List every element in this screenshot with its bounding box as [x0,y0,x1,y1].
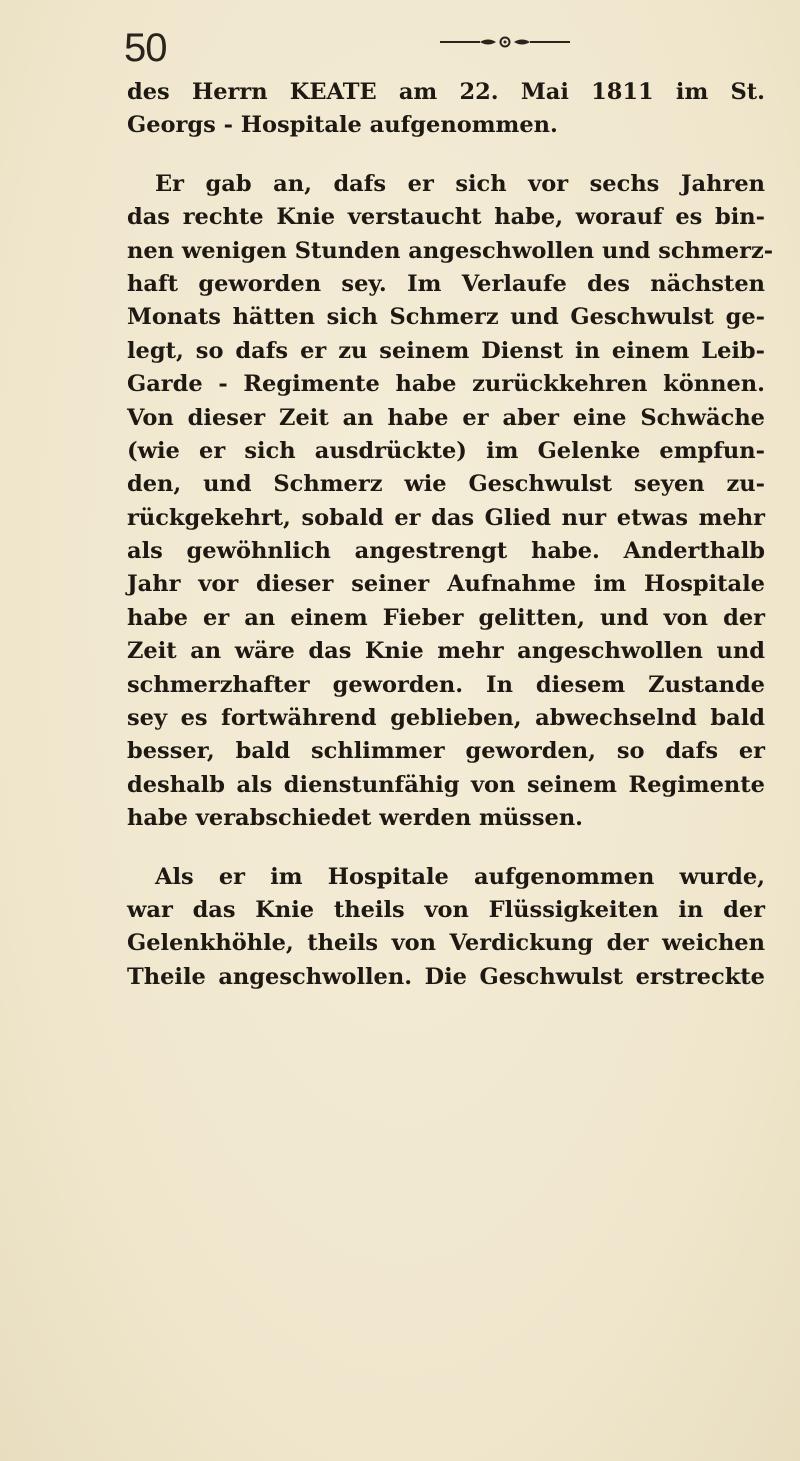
text-line: besser, bald schlimmer geworden, so dafs er [127,738,765,765]
text-line: schmerzhafter geworden. In diesem Zustande [127,671,765,698]
text-line: legt, so dafs er zu seinem Dienst in einem Leib- [127,337,765,364]
decorative-rule-ornament [440,36,570,48]
text-line: als gewöhnlich angestrengt habe. Anderthalb [127,538,765,565]
text-line: war das Knie theils von Flüssigkeiten in der [127,896,765,923]
text-line: Georgs - Hospitale aufgenommen. [127,112,558,139]
text-line: Garde - Regimente habe zurückkehren können. [127,371,765,398]
text-line: haft geworden sey. Im Verlaufe des nächsten [127,270,765,297]
text-line: (wie er sich ausdrückte) im Gelenke empfun- [127,437,765,464]
paragraph-gap [127,143,765,168]
body-text [127,76,774,994]
text-line: des Herrn KEATE am 22. Mai 1811 im St. [127,79,765,105]
text-line: Gelenkhöhle, theils von Verdickung der weichen [127,930,765,957]
text-line: Als er im Hospitale aufgenommen wurde, [155,863,765,890]
text-line: das rechte Knie verstaucht habe, worauf es bin- [127,204,765,231]
text-line: Theile angeschwollen. Die Geschwulst erstreckte [127,963,765,990]
text-line: sey es fortwährend geblieben, abwechselnd bald [127,705,765,732]
text-line: Er gab an, dafs er sich vor sechs Jahren [155,170,765,197]
paragraph-gap [127,836,765,861]
text-line: Monats hätten sich Schmerz und Geschwulst ge- [127,304,765,331]
text-line: rückgekehrt, sobald er das Glied nur etwas mehr [127,504,765,531]
text-line: Jahr vor dieser seiner Aufnahme im Hospitale [127,571,765,598]
text-line: Zeit an wäre das Knie mehr angeschwollen und [127,638,765,665]
paragraph-3 [127,861,765,995]
paragraph-1 [127,76,765,143]
text-line: den, und Schmerz wie Geschwulst seyen zu- [127,471,765,498]
text-line: Von dieser Zeit an habe er aber eine Schwäche [127,404,765,431]
text-line: habe er an einem Fieber gelitten, und von der [127,604,765,631]
text-line: nen wenigen Stunden angeschwollen und schmerz- [127,237,774,264]
paragraph-2 [127,168,774,836]
text-line: habe verabschiedet werden müssen. [127,805,584,832]
text-line: deshalb als dienstunfähig von seinem Regimente [127,771,765,798]
page-number: 50 [124,26,167,70]
